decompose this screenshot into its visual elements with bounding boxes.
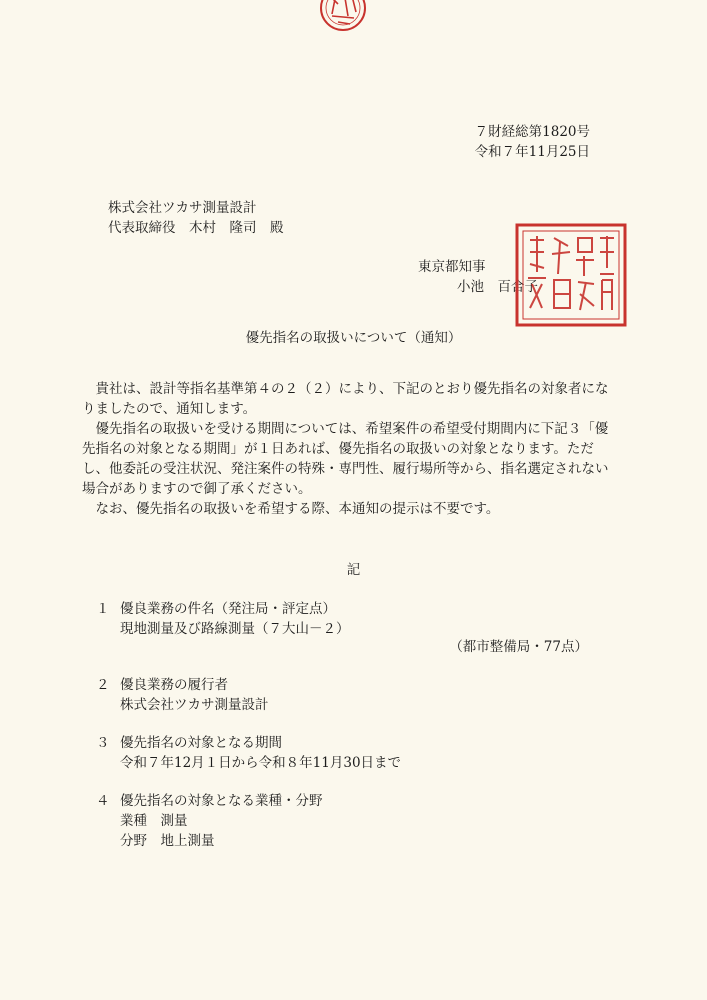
item-2-heading: 優良業務の履行者 <box>120 677 228 693</box>
document-subject: 優先指名の取扱いについて（通知） <box>245 330 462 346</box>
item-2-number: ２ <box>96 677 110 693</box>
item-4-heading: 優先指名の対象となる業種・分野 <box>120 793 323 809</box>
item-3-line-1: 令和７年12月１日から令和８年11月30日まで <box>120 755 402 771</box>
item-1-number: １ <box>96 601 110 617</box>
item-4-line-2: 分野 地上測量 <box>120 833 215 849</box>
body-text <box>82 379 614 519</box>
recipient-representative: 代表取締役 木村 隆司 殿 <box>108 220 284 236</box>
item-4-number: ４ <box>96 793 110 809</box>
document-date: 令和７年11月25日 <box>474 144 590 160</box>
item-4-line-1: 業種 測量 <box>120 813 188 829</box>
body-paragraph-2: 優先指名の取扱いを受ける期間については、希望案件の希望受付期間内に下記３「優先指名の対象となる期間」が１日あれば、優先指名の取扱いの対象となります。ただし、他委託の受注状況、発注案件の特殊・専門性、履行場所等から、指名選定されない場合がありますので御了承ください。 <box>82 421 609 497</box>
item-3-number: ３ <box>96 735 110 751</box>
sender-name: 小池 百合子 <box>457 279 538 295</box>
item-1-heading: 優良業務の件名（発注局・評定点） <box>120 601 336 617</box>
item-1-line-1: 現地測量及び路線測量（７大山－２） <box>120 621 350 637</box>
official-seal-stamp-icon <box>514 222 628 328</box>
item-1-note: （都市整備局・77点） <box>449 639 588 655</box>
ki-heading: 記 <box>346 562 361 578</box>
item-2-line-1: 株式会社ツカサ測量設計 <box>120 697 269 713</box>
document-number: ７財経総第1820号 <box>474 124 590 140</box>
top-seal-stamp-icon <box>318 0 368 38</box>
body-paragraph-3: なお、優先指名の取扱いを希望する際、本通知の提示は不要です。 <box>95 501 500 517</box>
item-3-heading: 優先指名の対象となる期間 <box>120 735 282 751</box>
sender-title: 東京都知事 <box>418 259 486 275</box>
body-paragraph-1: 貴社は、設計等指名基準第４の２（２）により、下記のとおり優先指名の対象者になりましたので、通知します。 <box>82 381 609 417</box>
recipient-company: 株式会社ツカサ測量設計 <box>108 200 257 216</box>
